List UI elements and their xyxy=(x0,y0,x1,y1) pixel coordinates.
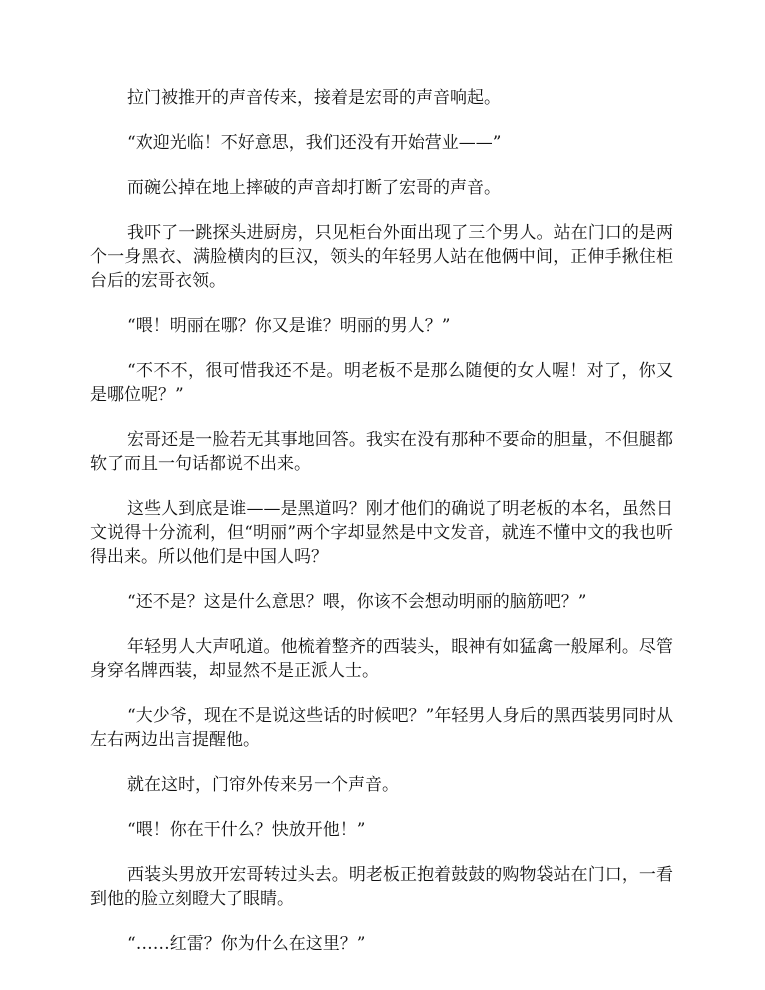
document-page xyxy=(90,86,673,977)
paragraph: 拉门被推开的声音传来，接着是宏哥的声音响起。 xyxy=(127,88,501,108)
paragraph: 年轻男人大声吼道。他梳着整齐的西装头，眼神有如猛禽一般犀利。尽管身穿名牌西装，却显然不是正派人士。 xyxy=(90,637,673,681)
paragraph: “欢迎光临！不好意思，我们还没有开始营业——” xyxy=(127,133,502,153)
paragraph: 宏哥还是一脸若无其事地回答。我实在没有那种不要命的胆量，不但腿都软了而且一句话都说不出来。 xyxy=(90,430,673,474)
paragraph: “喂！你在干什么？快放开他！” xyxy=(127,820,366,840)
paragraph: 而碗公掉在地上摔破的声音却打断了宏哥的声音。 xyxy=(127,178,501,198)
paragraph: “大少爷，现在不是说这些话的时候吧？”年轻男人身后的黑西装男同时从左右两边出言提醒他。 xyxy=(90,706,673,750)
paragraph: 西装头男放开宏哥转过头去。明老板正抱着鼓鼓的购物袋站在门口，一看到他的脸立刻瞪大了眼睛。 xyxy=(90,865,673,909)
paragraph: 就在这时，门帘外传来另一个声音。 xyxy=(127,775,399,795)
paragraph: “喂！明丽在哪？你又是谁？明丽的男人？” xyxy=(127,316,451,336)
paragraph: “还不是？这是什么意思？喂，你该不会想动明丽的脑筋吧？” xyxy=(127,592,587,612)
paragraph: 我吓了一跳探头进厨房，只见柜台外面出现了三个男人。站在门口的是两个一身黑衣、满脸横肉的巨汉，领头的年轻男人站在他俩中间，正伸手揪住柜台后的宏哥衣领。 xyxy=(90,223,673,291)
paragraph: “不不不，很可惜我还不是。明老板不是那么随便的女人喔！对了，你又是哪位呢？” xyxy=(90,361,673,405)
paragraph: “……红雷？你为什么在这里？” xyxy=(127,934,366,954)
paragraph: 这些人到底是谁——是黑道吗？刚才他们的确说了明老板的本名，虽然日文说得十分流利，但“明丽”两个字却显然是中文发音，就连不懂中文的我也听得出来。所以他们是中国人吗？ xyxy=(90,499,673,567)
